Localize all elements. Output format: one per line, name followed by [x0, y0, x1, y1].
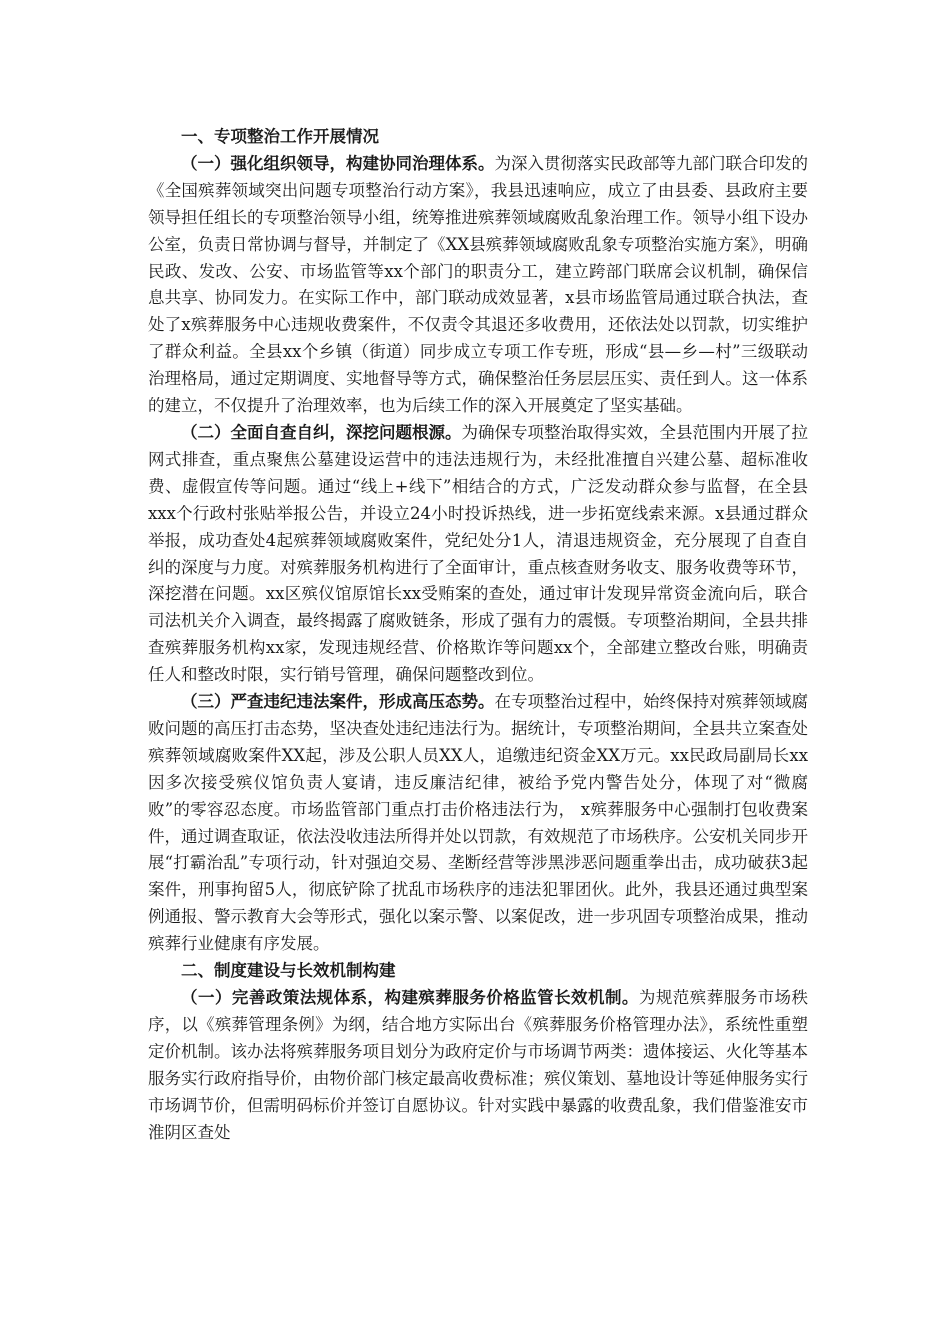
paragraph-lead: （一）强化组织领导，构建协同治理体系。 [181, 153, 495, 173]
paragraph-text: 为深入贯彻落实民政部等九部门联合印发的《全国殡葬领域突出问题专项整治行动方案》，我县迅速响应，成立了由县委、县政府主要领导担任组长的专项整治领导小组，统筹推进殡葬领域腐败乱象治理工作。领导小组下设办公室，负责日常协调与督导，并制定了《XX县殡葬领域腐败乱象专项整治实施方案》，明确民政、发改、公安、市场监管等xx个部门的职责分工，建立跨部门联席会议机制，确保信息共享、协同发力。在实际工作中，部门联动成效显著，x县市场监管局通过联合执法，查处了x殡葬服务中心违规收费案件，不仅责令其退还多收费用，还依法处以罚款，切实维护了群众利益。全县xx个乡镇（街道）同步成立专项工作专班，形成“县—乡—村”三级联动治理格局，通过定期调度、实地督导等方式，确保整治任务层层压实、责任到人。这一体系的建立，不仅提升了治理效率，也为后续工作的深入开展奠定了坚实基础。 [148, 153, 808, 416]
paragraph-lead: （一）完善政策法规体系，构建殡葬服务价格监管长效机制。 [181, 988, 639, 1007]
document-body [148, 124, 808, 1146]
paragraph-lead: （二）全面自查自纠，深挖问题根源。 [181, 422, 462, 442]
paragraph-1-1 [148, 151, 808, 420]
paragraph-lead: （三）严查违纪违法案件，形成高压态势。 [181, 692, 495, 712]
paragraph-text: 为规范殡葬服务市场秩序，以《殡葬管理条例》为纲，结合地方实际出台《殡葬服务价格管理办法》，系统性重塑定价机制。该办法将殡葬服务项目划分为政府定价与市场调节两类：遗体接运、火化等基本服务实行政府指导价，由物价部门核定最高收费标准；殡仪策划、墓地设计等延伸服务实行市场调节价，但需明码标价并签订自愿协议。针对实践中暴露的收费乱象，我们借鉴淮安市淮阴区查处 [148, 988, 809, 1142]
paragraph-1-2 [148, 420, 808, 689]
section-heading-2: 二、制度建设与长效机制构建 [181, 961, 396, 981]
paragraph-2-1 [148, 985, 808, 1146]
paragraph-text: 为确保专项整治取得实效，全县范围内开展了拉网式排查，重点聚焦公墓建设运营中的违法违规行为，未经批准擅自兴建公墓、超标准收费、虚假宣传等问题。通过“线上+线下”相结合的方式，广泛发动群众参与监督，在全县xxx个行政村张贴举报公告，并设立24小时投诉热线，进一步拓宽线索来源。x县通过群众举报，成功查处4起殡葬领域腐败案件，党纪处分1人，清退违规资金，充分展现了自查自纠的深度与力度。对殡葬服务机构进行了全面审计，重点核查财务收支、服务收费等环节，深挖潜在问题。xx区殡仪馆原馆长xx受贿案的查处，通过审计发现异常资金流向后，联合司法机关介入调查，最终揭露了腐败链条，形成了强有力的震慑。专项整治期间，全县共排查殡葬服务机构xx家，发现违规经营、价格欺诈等问题xx个，全部建立整改台账，明确责任人和整改时限，实行销号管理，确保问题整改到位。 [148, 422, 808, 685]
section-heading-1: 一、专项整治工作开展情况 [181, 127, 379, 146]
paragraph-1-3 [148, 689, 808, 958]
paragraph-text: 在专项整治过程中，始终保持对殡葬领域腐败问题的高压打击态势，坚决查处违纪违法行为。据统计，专项整治期间，全县共立案查处殡葬领域腐败案件XX起，涉及公职人员XX人，追缴违纪资金XX万元。xx民政局副局长xx因多次接受殡仪馆负责人宴请，违反廉洁纪律，被给予党内警告处分，体现了对“微腐败”的零容忍态度。市场监管部门重点打击价格违法行为， x殡葬服务中心强制打包收费案件，通过调查取证，依法没收违法所得并处以罚款，有效规范了市场秩序。公安机关同步开展“打霸治乱”专项行动，针对强迫交易、垄断经营等涉黑涉恶问题重拳出击，成功破获3起案件，刑事拘留5人，彻底铲除了扰乱市场秩序的违法犯罪团伙。此外，我县还通过典型案例通报、警示教育大会等形式，强化以案示警、以案促改，进一步巩固专项整治成果，推动殡葬行业健康有序发展。 [148, 692, 808, 954]
